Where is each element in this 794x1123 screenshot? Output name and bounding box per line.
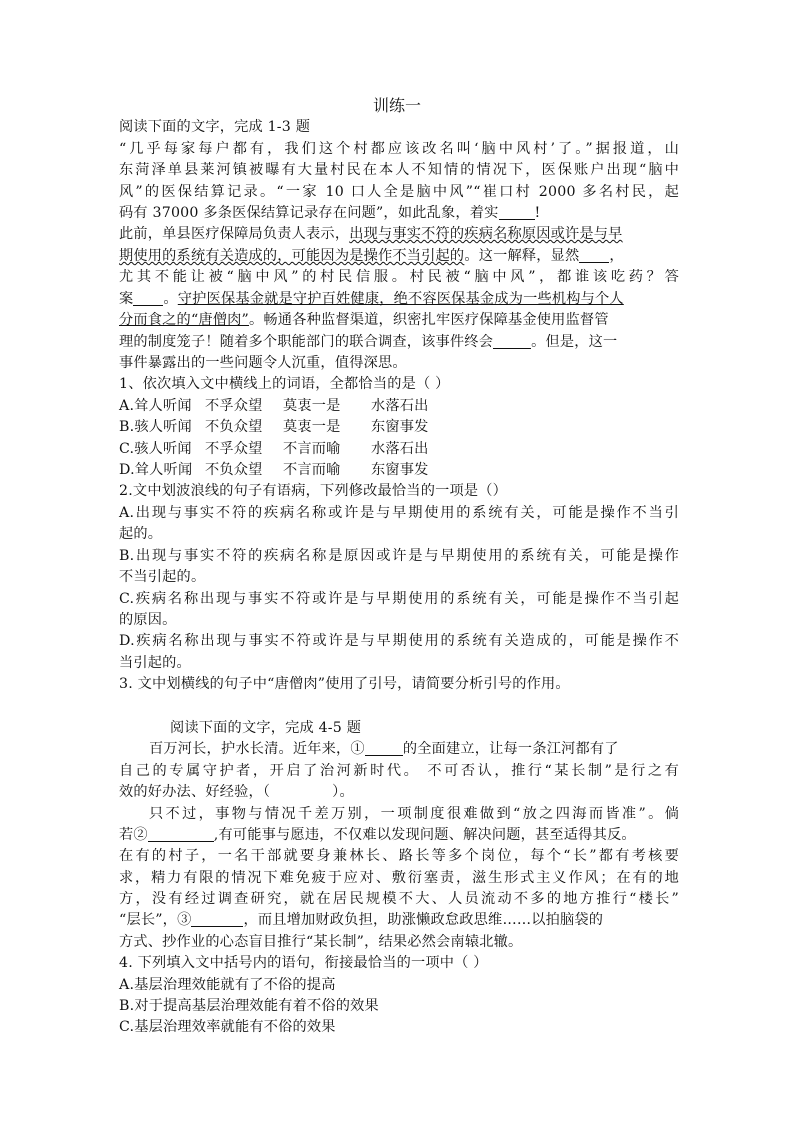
option-word: 不言而喻 xyxy=(283,462,341,478)
passage2-line: 方，没有经过调查研究，就在居民规模不大、人员流动不多的地方推行“楼长” xyxy=(119,891,679,907)
passage2-intro: 阅读下面的文字，完成 4-5 题 xyxy=(170,720,362,736)
option-word: 东窗事发 xyxy=(371,462,429,478)
page-title: 训练一 xyxy=(372,96,421,115)
passage2-line: 在有的村子，一名干部就要身兼林长、路长等多个岗位，每个“长”都有考核要 xyxy=(119,848,679,864)
question-4-option-c: C.基层治理效率就能有不俗的效果 xyxy=(119,1019,336,1035)
fill-blank-1 xyxy=(365,740,403,756)
fill-blank-3 xyxy=(191,911,243,927)
option-word: D.耸人听闻 xyxy=(119,462,193,478)
wavy-underlined-sentence: 期使用的系统有关造成的，可能因为是操作不当引起的 xyxy=(119,248,465,264)
question-4-option-b: B.对于提高基层治理效能有着不俗的效果 xyxy=(119,998,379,1014)
fill-blank-2 xyxy=(148,826,214,842)
passage2-line xyxy=(119,782,679,803)
passage2-line: 求，精力有限的情况下难免疲于应对、敷衍塞责，滋生形式主义作风；在有的地 xyxy=(119,870,679,886)
fill-blank xyxy=(133,290,163,306)
option-word: C.骇人听闻 xyxy=(119,441,192,457)
passage2-text: “层长”，③ xyxy=(119,912,192,928)
passage1-text: 理的制度笼子！随着多个职能部门的联合调查，该事件终会 xyxy=(119,334,494,350)
wavy-underlined-sentence: 出现与事实不符的疾病名称原因或许是与早 xyxy=(349,226,623,242)
question-2-option-b-cont: 不当引起的。 xyxy=(119,569,206,585)
passage1-line xyxy=(119,224,679,245)
passage1-line: 东菏泽单县莱河镇被曝有大量村民在本人不知情的情况下，医保账户出现“脑中 xyxy=(119,162,679,178)
fill-blank xyxy=(499,204,535,220)
passage1-line: 尤其不能让被“脑中风”的村民信服。村民被“脑中风”，都谁该吃药？答 xyxy=(119,269,679,285)
question-2-stem: 2.文中划波浪线的句子有语病，下列修改最恰当的一项是（） xyxy=(119,483,508,499)
question-2-option-a-cont: 起的。 xyxy=(119,526,163,542)
option-word: 不负众望 xyxy=(205,419,263,435)
question-1-option-b xyxy=(119,417,679,438)
option-word: 不孚众望 xyxy=(205,441,263,457)
passage2-line xyxy=(149,739,679,760)
underlined-sentence: 分而食之的“唐僧肉” xyxy=(119,312,250,328)
passage2-text: 效的好办法、好经验，（ xyxy=(119,784,271,800)
passage1-text: 码有 37000 多条医保结算记录存在问题”，如此乱象，着实 xyxy=(119,205,499,221)
passage2-line xyxy=(119,825,679,846)
option-word: 水落石出 xyxy=(371,441,429,457)
passage2-text: ,有可能事与愿违，不仅难以发现问题、解决问题，甚至适得其反。 xyxy=(213,827,636,843)
question-1-option-c xyxy=(119,439,679,460)
passage2-line xyxy=(119,910,679,931)
question-2-option-d: D.疾病名称出现与事实不符或许是与早期使用的系统有关造成的，可能是操作不 xyxy=(119,633,679,649)
passage1-text: ， xyxy=(609,248,624,264)
passage1-line xyxy=(119,310,679,331)
question-4-option-a: A.基层治理效能就有了不俗的提高 xyxy=(119,977,336,993)
question-1-stem: 1、依次填入文中横线上的词语，全都恰当的是（ ） xyxy=(119,376,450,392)
option-word: 不言而喻 xyxy=(283,441,341,457)
passage2-text: ，而且增加财政负担，助涨懒政怠政思维……以拍脑袋的 xyxy=(243,912,604,928)
passage2-text: ）。 xyxy=(332,784,354,800)
option-word: B.骇人听闻 xyxy=(119,419,192,435)
passage1-text: 。 xyxy=(163,291,178,307)
passage2-line: 只不过，事物与情况千差万别，一项制度很难做到“放之四海而皆准”。倘 xyxy=(149,806,679,822)
underlined-sentence: 守护医保基金就是守护百姓健康，绝不容医保基金成为一些机构与个人 xyxy=(177,291,624,307)
passage1-text: 。但是，这一 xyxy=(531,334,618,350)
passage1-line: “几乎每家每户都有，我们这个村都应该改名叫‘脑中风村’了。”据报道，山 xyxy=(119,141,679,157)
option-word: 不负众望 xyxy=(205,462,263,478)
question-2-option-b: B.出现与事实不符的疾病名称是原因或许是与早期使用的系统有关，可能是操作 xyxy=(119,548,679,564)
passage1-line xyxy=(119,289,679,310)
question-4-stem: 4. 下列填入文中括号内的语句，衔接最恰当的一项中（ ） xyxy=(119,955,488,971)
passage1-text: ! xyxy=(534,205,541,221)
option-word: 莫衷一是 xyxy=(283,419,341,435)
passage1-line: 事件暴露出的一些问题令人沉重，值得深思。 xyxy=(119,355,407,371)
passage1-text: 。这一解释，显然 xyxy=(464,248,580,264)
passage1-text: 案 xyxy=(119,291,134,307)
question-2-option-c: C.疾病名称出现与事实不符或许是与早期使用的系统有关，可能是操作不当引起 xyxy=(119,591,679,607)
option-word: 水落石出 xyxy=(371,398,429,414)
fill-blank xyxy=(493,333,531,349)
passage1-line xyxy=(119,246,679,267)
question-1-option-d xyxy=(119,460,679,481)
passage1-text: 。畅通各种监督渠道，织密扎牢医疗保障基金使用监督管 xyxy=(249,312,609,328)
passage2-line: 方式、抄作业的心态盲目推行“某长制”，结果必然会南辕北辙。 xyxy=(119,934,523,950)
question-2-option-a: A.出现与事实不符的疾病名称或许是与早期使用的系统有关，可能是操作不当引 xyxy=(119,505,679,521)
option-word: 东窗事发 xyxy=(371,419,429,435)
passage1-line: 风”的医保结算记录。“一家 10 口人全是脑中风”“崔口村 2000 多名村民，起 xyxy=(119,184,679,200)
passage1-line xyxy=(119,203,679,224)
passage2-line: 自己的专属守护者，开启了治河新时代。 不可否认，推行“某长制”是行之有 xyxy=(119,763,679,779)
passage2-text: 若② xyxy=(119,827,148,843)
question-2-option-d-cont: 当引起的。 xyxy=(119,655,191,671)
fill-blank xyxy=(579,247,609,263)
question-2-option-c-cont: 的原因。 xyxy=(119,612,177,628)
question-3-stem: 3. 文中划横线的句子中“唐僧肉”使用了引号，请简要分析引号的作用。 xyxy=(119,676,570,692)
passage2-text: 的全面建立，让每一条江河都有了 xyxy=(402,741,619,757)
passage1-line xyxy=(119,332,679,353)
question-1-option-a xyxy=(119,396,679,417)
option-word: 不孚众望 xyxy=(205,398,263,414)
option-word: A.耸人听闻 xyxy=(119,398,192,414)
passage2-text: 百万河长，护水长清。近年来，① xyxy=(149,741,365,757)
passage1-text: 此前，单县医疗保障局负责人表示， xyxy=(119,226,350,242)
passage1-intro: 阅读下面的文字，完成 1-3 题 xyxy=(119,119,311,135)
option-word: 莫衷一是 xyxy=(283,398,341,414)
